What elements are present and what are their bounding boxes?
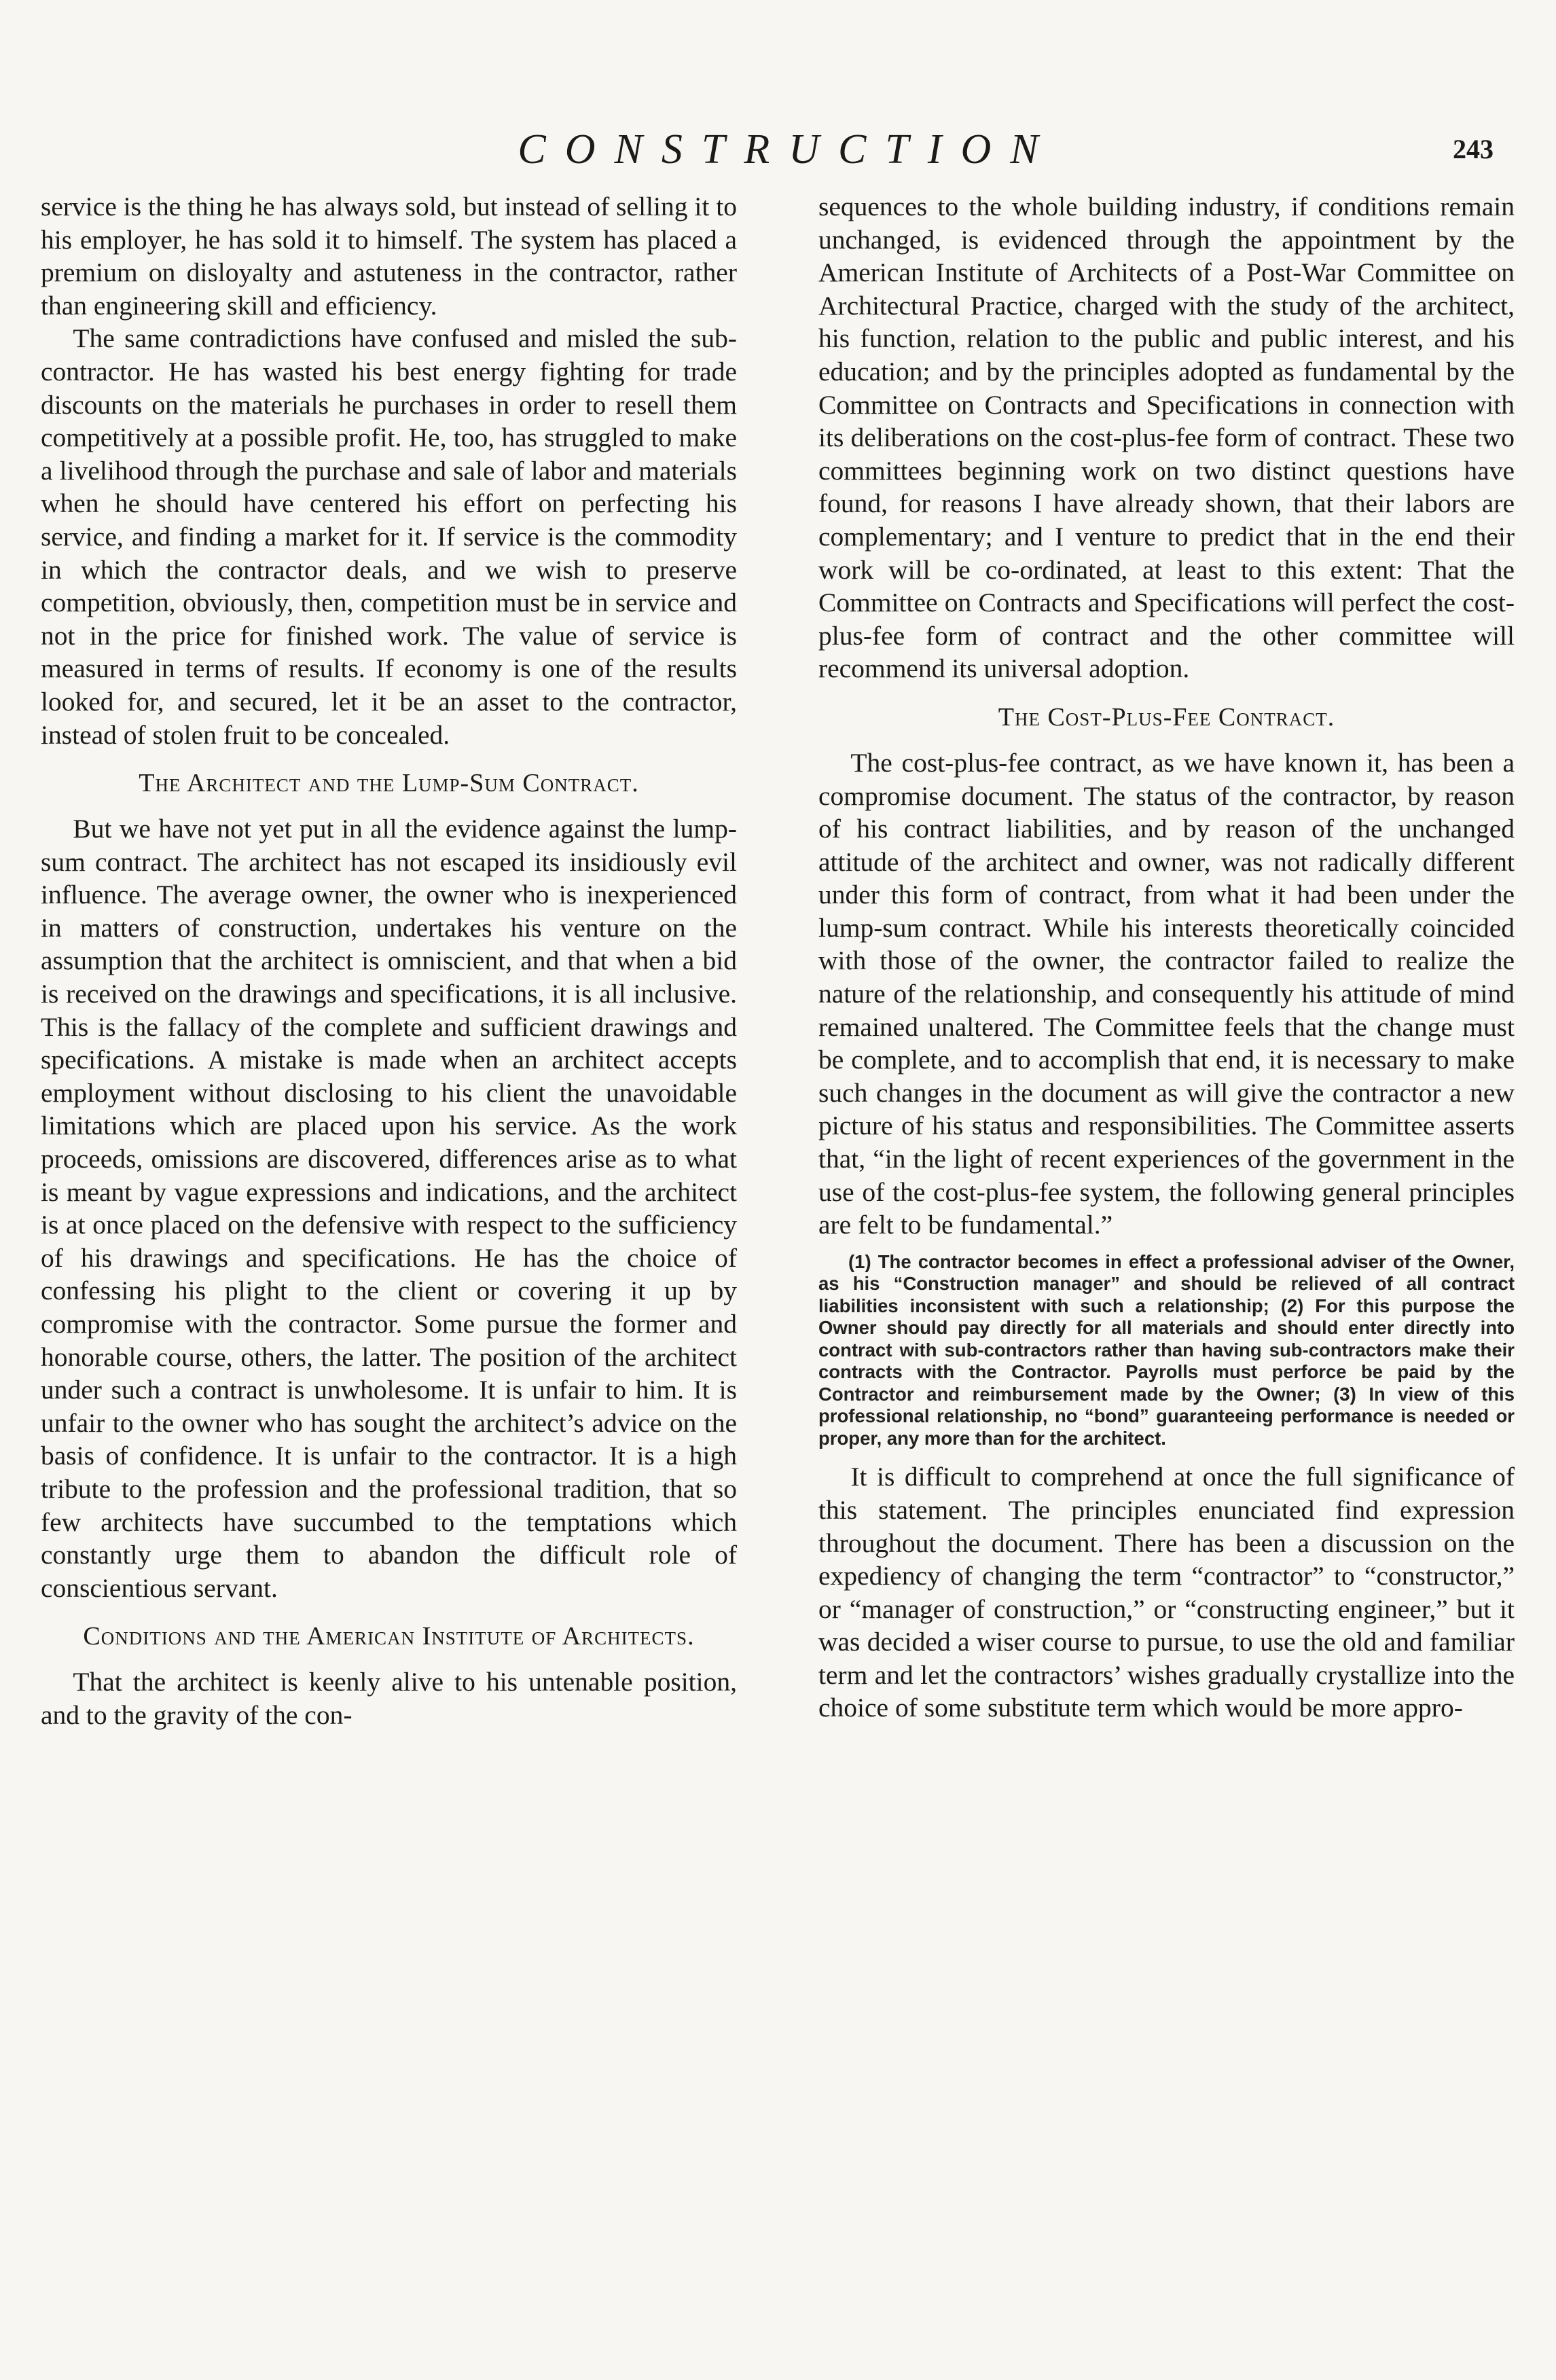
paragraph: That the architect is keenly alive to his untenable position, and to the gravity of the con- bbox=[41, 1667, 737, 1730]
running-head bbox=[0, 122, 1556, 177]
paragraph: But we have not yet put in all the evidence against the lump-sum contract. The architect has not escaped its insidiously evil influence. The average owner, the owner who is inexperienced in matters of construction, undertakes his venture on the assumption that the architect is omniscient, and that when a bid is received on the drawings and specifications, it is all inclusive. This is the fallacy of the complete and sufficient drawings and specifications. A mistake is made when an architect accepts employment without disclosing to his client the unavoidable limitations which are placed upon his service. As the work proceeds, omissions are discovered, differences arise as to what is meant by vague expressions and indications, and the architect is at once placed on the defensive with respect to the sufficiency of his drawings and specifications. He has the choice of confessing his plight to the client or covering it up by compromise with the contractor. Some pursue the former and honorable course, others, the latter. The position of the architect under such a contract is unwholesome. It is unfair to him. It is unfair to the owner who has sought the architect’s advice on the basis of confidence. It is unfair to the contractor. It is a high tribute to the profession and the professional tradition, that so few architects have succumbed to the temptations which constantly urge them to abandon the difficult role of conscientious servant. bbox=[41, 814, 737, 1603]
section-heading: The Cost-Plus-Fee Contract. bbox=[998, 702, 1335, 732]
footnote-block: (1) The contractor becomes in effect a professional adviser of the Owner, as his “Construction manager” and should be relieved of all contract liabilities inconsistent with such a relationship; (2) For this purpose the Owner should pay directly for all materials and should enter directly into contract with sub-contractors rather than having sub-contractors make their contracts with the Contractor. Payrolls must perforce be paid by the Contractor and reimbursement made by the Owner; (3) In view of this professional relationship, no “bond” guaranteeing performance is needed or proper, any more than for the architect. bbox=[818, 1250, 1515, 1449]
paragraph: It is difficult to comprehend at once the full significance of this statement. The principles enunciated find expression throughout the document. There has been a discussion on the expediency of changing the term “contractor” to “constructor,” or “manager of construction,” or “constructing engineer,” but it was decided a wiser course to pursue, to use the old and familiar term and let the contractors’ wishes gradually crystallize into the choice of some substitute term which would be more appro- bbox=[818, 1462, 1515, 1723]
left-column bbox=[41, 190, 737, 1732]
journal-title: CONSTRUCTION bbox=[518, 126, 1057, 173]
paragraph: The cost-plus-fee contract, as we have known it, has been a compromise document. The status of the contractor, by reason of his contract liabilities, and by reason of the unchanged attitude of the architect and owner, was not radically different under this form of contract, from what it had been under the lump-sum contract. While his interests theoretically coincided with those of the owner, the contractor failed to realize the nature of the relationship, and consequently his attitude of mind remained unaltered. The Committee feels that the change must be complete, and to accomplish that end, it is necessary to make such changes in the document as will give the contractor a new picture of his status and responsibilities. The Committee asserts that, “in the light of recent experiences of the government in the use of the cost-plus-fee system, the following general principles are felt to be fundamental.” bbox=[818, 747, 1515, 1240]
paragraph: service is the thing he has always sold, but instead of selling it to his employer, he has sold it to himself. The system has placed a premium on disloyalty and astuteness in the contractor, rather than engineering skill and efficiency. bbox=[41, 192, 737, 321]
page-number: 243 bbox=[1453, 134, 1494, 164]
section-heading: The Architect and the Lump-Sum Contract. bbox=[139, 769, 639, 798]
paragraph: The same contradictions have confused and misled the sub-contractor. He has wasted his best energy fighting for trade discounts on the materials he purchases in order to resell them competitively at a possible profit. He, too, has struggled to make a livelihood through the purchase and sale of labor and materials when he should have centered his effort on perfecting his service, and finding a market for it. If service is the commodity in which the contractor deals, and we wish to preserve competition, obviously, then, competition must be in service and not in the price for finished work. The value of service is measured in terms of results. If economy is one of the results looked for, and secured, let it be an asset to the contractor, instead of stolen fruit to be concealed. bbox=[41, 323, 737, 750]
paragraph: sequences to the whole building industry, if conditions remain unchanged, is evidenced through the appointment by the American Institute of Architects of a Post-War Committee on Architectural Practice, charged with the study of the architect, his function, relation to the public and public interest, and his education; and by the principles adopted as fundamental by the Committee on Contracts and Specifications in connection with its deliberations on the cost-plus-fee form of contract. These two committees beginning work on two distinct questions have found, for reasons I have already shown, that their labors are complementary; and I venture to predict that in the end their work will be co-ordinated, at least to this extent: That the Committee on Contracts and Specifications will perfect the cost-plus-fee form of contract and the other committee will recommend its universal adoption. bbox=[818, 192, 1515, 684]
right-column bbox=[818, 190, 1515, 1725]
section-heading: Conditions and the American Institute of Architects. bbox=[83, 1622, 695, 1651]
